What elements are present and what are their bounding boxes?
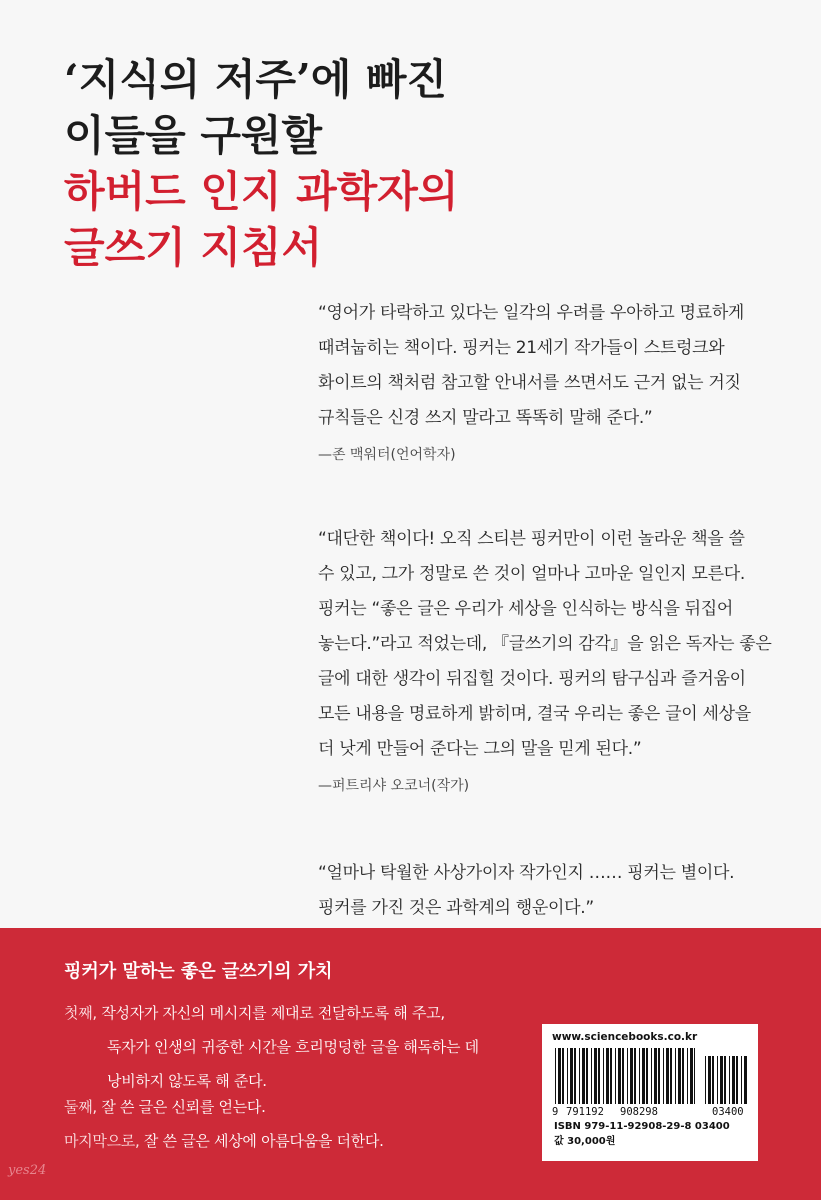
headline-line-3: 하버드 인지 과학자의 <box>64 167 459 216</box>
quote-line: 더 낫게 만들어 준다는 그의 말을 믿게 된다.” <box>318 739 642 759</box>
barcode-bar <box>579 1048 580 1104</box>
barcode-bar <box>610 1048 612 1104</box>
quote-line: 핑커는 “좋은 글은 우리가 세상을 인식하는 방식을 뒤집어 <box>318 599 734 619</box>
endorsement-quote <box>318 856 788 926</box>
barcode-bar <box>586 1048 588 1104</box>
point-text: 작성자가 자신의 메시지를 제대로 전달하도록 해 주고, <box>101 1004 445 1022</box>
watermark: yes24 <box>8 1163 47 1178</box>
quote-line: “영어가 타락하고 있다는 일각의 우려를 우아하고 명료하게 <box>318 303 745 323</box>
point-text: 독자가 인생의 귀중한 시간을 흐리멍덩한 글을 해독하는 데 <box>107 1038 479 1056</box>
barcode-bar <box>694 1048 695 1104</box>
barcode-bar <box>729 1056 730 1104</box>
barcode-bar <box>690 1048 693 1104</box>
quote-line: 수 있고, 그가 정말로 쓴 것이 얼마나 고마운 일인지 모른다. <box>318 564 745 584</box>
headline-line-4: 글쓰기 지침서 <box>64 223 323 272</box>
quote-line: “얼마나 탁월한 사상가이자 작가인지 …… 핑커는 별이다. <box>318 863 735 883</box>
quote-line: 때려눕히는 책이다. 핑커는 21세기 작가들이 스트렁크와 <box>318 338 725 358</box>
barcode-bar <box>630 1048 633 1104</box>
barcode-bar <box>687 1048 688 1104</box>
barcode-bar <box>606 1048 609 1104</box>
point-label: 첫째, <box>64 1004 97 1022</box>
barcode-digits <box>552 1105 748 1119</box>
quote-line: 핑커를 가진 것은 과학계의 행운이다.” <box>318 898 594 918</box>
barcode-bar <box>732 1056 735 1104</box>
barcode-bar <box>615 1048 616 1104</box>
quote-line: 모든 내용을 명료하게 밝히며, 결국 우리는 좋은 글이 세상을 <box>318 704 751 724</box>
barcode-bar <box>666 1048 669 1104</box>
barcode-bar <box>618 1048 621 1104</box>
barcode-bar <box>627 1048 628 1104</box>
quote-line: 화이트의 책처럼 참고할 안내서를 쓰면서도 근거 없는 거짓 <box>318 373 741 393</box>
barcode-bar <box>634 1048 636 1104</box>
barcode-bar <box>594 1048 597 1104</box>
barcode-bar <box>682 1048 684 1104</box>
barcode-bar <box>582 1048 585 1104</box>
barcode-bar <box>562 1048 564 1104</box>
publisher-website: www.sciencebooks.co.kr <box>552 1031 698 1043</box>
barcode-bar <box>570 1048 573 1104</box>
quote-line: “대단한 책이다! 오직 스티븐 핑커만이 이런 놀라운 책을 쓸 <box>318 529 745 549</box>
barcode-digit-group: 908298 <box>620 1106 658 1118</box>
point-label: 마지막으로, <box>64 1132 140 1150</box>
barcode-bar <box>678 1048 681 1104</box>
barcode-bar <box>712 1056 714 1104</box>
price-text: 값 30,000원 <box>554 1136 616 1147</box>
barcode-bar <box>658 1048 660 1104</box>
barcode-bar <box>642 1048 645 1104</box>
barcode-bar <box>567 1048 568 1104</box>
quote-attribution: —퍼트리샤 오코너(작가) <box>318 778 470 794</box>
barcode-bar <box>558 1048 561 1104</box>
barcode-bar <box>603 1048 604 1104</box>
barcode-bar <box>670 1048 672 1104</box>
panel-title: 핑커가 말하는 좋은 글쓰기의 가치 <box>64 961 333 982</box>
barcode-bar <box>741 1056 742 1104</box>
value-point <box>64 996 479 1098</box>
value-point <box>64 1124 384 1158</box>
barcode-bars <box>555 1048 747 1104</box>
barcode-digit-group: 791192 <box>566 1106 604 1118</box>
barcode-bar <box>724 1056 726 1104</box>
barcode-bar <box>639 1048 640 1104</box>
endorsement-quote <box>318 522 788 801</box>
quote-attribution: —존 맥워터(언어학자) <box>318 447 456 463</box>
headline <box>64 52 458 276</box>
barcode-bar <box>574 1048 576 1104</box>
barcode-bar <box>744 1056 747 1104</box>
point-text: 낭비하지 않도록 해 준다. <box>107 1072 267 1090</box>
barcode-bar <box>555 1048 556 1104</box>
barcode-bar <box>736 1056 738 1104</box>
barcode-bar <box>654 1048 657 1104</box>
point-label: 둘째, <box>64 1098 97 1116</box>
endorsement-quote <box>318 296 788 470</box>
value-point <box>64 1090 266 1124</box>
quote-line: 놓는다.”라고 적었는데, 『글쓰기의 감각』을 읽은 독자는 좋은 <box>318 634 772 654</box>
barcode-bar <box>622 1048 624 1104</box>
barcode-bar <box>720 1056 723 1104</box>
barcode-bar <box>717 1056 718 1104</box>
barcode-bar <box>675 1048 676 1104</box>
quote-line: 글에 대한 생각이 뒤집힐 것이다. 핑커의 탐구심과 즐거움이 <box>318 669 746 689</box>
barcode-graphic <box>555 1048 747 1104</box>
barcode-bar <box>646 1048 648 1104</box>
point-text: 잘 쓴 글은 세상에 아름다움을 더한다. <box>143 1132 384 1150</box>
point-text: 잘 쓴 글은 신뢰를 얻는다. <box>101 1098 266 1116</box>
headline-line-1: ‘지식의 저주’에 빠진 <box>64 55 448 104</box>
barcode-bar <box>591 1048 592 1104</box>
barcode-digit-group: 9 <box>552 1106 559 1118</box>
isbn-text: ISBN 979-11-92908-29-8 03400 <box>554 1121 730 1132</box>
barcode-box <box>542 1024 758 1161</box>
barcode-digit-group: 03400 <box>712 1106 744 1118</box>
barcode-bar <box>663 1048 664 1104</box>
barcode-bar <box>651 1048 652 1104</box>
headline-line-2: 이들을 구원할 <box>64 111 323 160</box>
barcode-bar <box>705 1056 706 1104</box>
barcode-bar <box>708 1056 711 1104</box>
barcode-bar <box>598 1048 600 1104</box>
quote-line: 규칙들은 신경 쓰지 말라고 똑똑히 말해 준다.” <box>318 408 653 428</box>
